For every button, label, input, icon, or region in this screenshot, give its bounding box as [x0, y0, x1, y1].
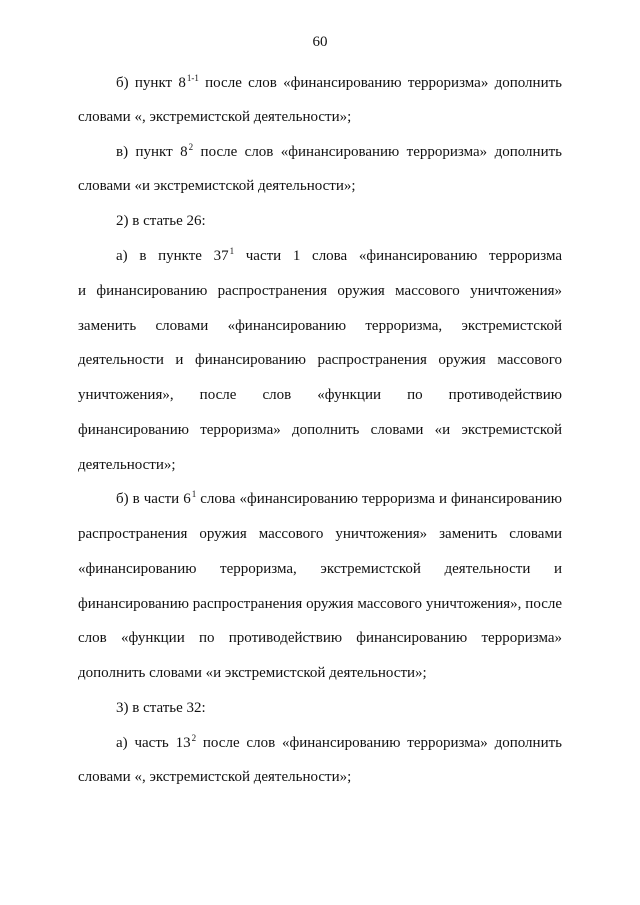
text-line: словами «, экстремистской деятельности»; — [78, 769, 352, 785]
text-line: в) пункт $8^2$ после слов «финансированию терроризма» дополнить — [116, 142, 562, 160]
text-line: уничтожения», после слов «функции по противодействию — [78, 387, 562, 403]
text-line: 3) в статье 32: — [116, 700, 206, 716]
text-line: а) часть $13^2$ после слов «финансированию терроризма» дополнить — [116, 733, 562, 751]
text-line: деятельности»; — [78, 457, 176, 473]
text-line: а) в пункте $37^1$ части 1 слова «финансированию терроризма — [116, 246, 562, 264]
text-line: словами «, экстремистской деятельности»; — [78, 109, 352, 125]
text-line: распространения оружия массового уничтожения» заменить словами — [78, 526, 562, 542]
page-number: 60 — [312, 34, 328, 50]
text-line: и финансированию распространения оружия массового уничтожения» — [78, 283, 562, 299]
text-line: 2) в статье 26: — [116, 213, 206, 229]
text-line: деятельности и финансированию распространения оружия массового — [78, 352, 562, 368]
text-line: б) в части $6^1$ слова «финансированию терроризма и финансированию — [116, 489, 563, 507]
text-line: б) пункт 8$^{1-1}$ после слов «финансированию терроризма» дополнить — [116, 73, 562, 91]
text-line: «финансированию терроризма, экстремистской деятельности и — [78, 561, 562, 577]
text-line: финансированию терроризма» дополнить словами «и экстремистской — [78, 422, 562, 438]
text-line: заменить словами «финансированию терроризма, экстремистской — [78, 318, 562, 334]
text-line: слов «функции по противодействию финансированию терроризма» — [78, 630, 562, 646]
text-line: словами «и экстремистской деятельности»; — [78, 178, 356, 194]
text-line: дополнить словами «и экстремистской деятельности»; — [78, 665, 427, 681]
text-line: финансированию распространения оружия массового уничтожения», после — [78, 596, 562, 612]
